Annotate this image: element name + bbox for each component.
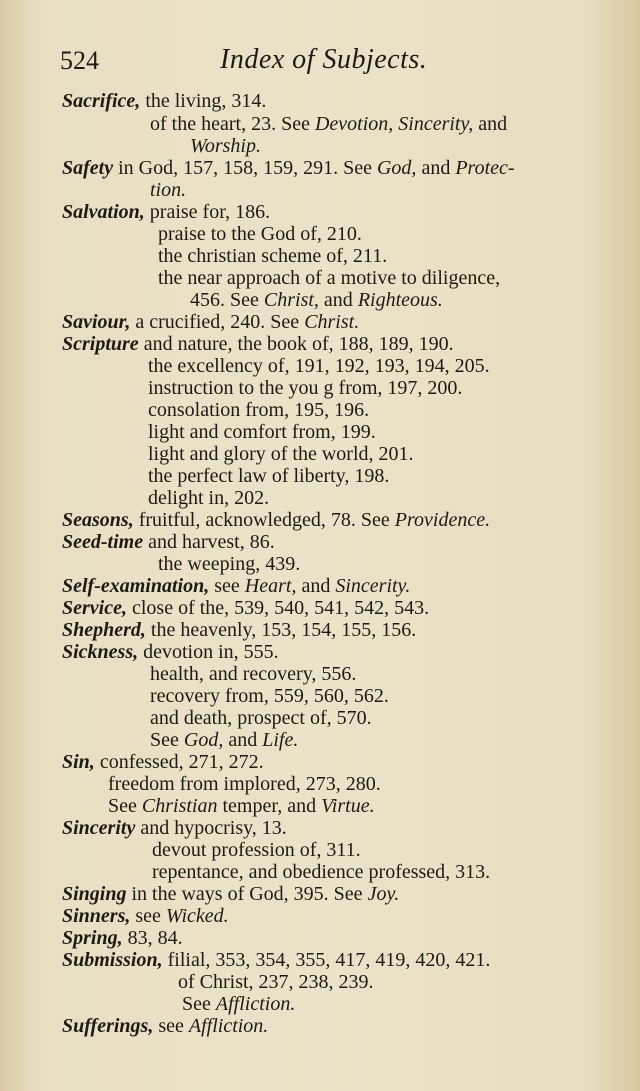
entry-text: devout profession of, 311.: [152, 839, 361, 861]
index-continuation: [148, 487, 269, 509]
index-keyword: Spring,: [62, 927, 123, 949]
entry-text: devotion in, 555.: [138, 641, 279, 663]
entry-text: See: [150, 729, 184, 751]
index-keyword: Sacrifice,: [62, 90, 141, 112]
entry-text: health, and recovery, 556.: [150, 663, 357, 685]
index-continuation: [158, 267, 500, 289]
index-entry: [62, 157, 515, 179]
entry-text: the christian scheme of, 211.: [158, 245, 388, 267]
index-keyword: Submission,: [62, 949, 163, 971]
index-keyword: Sinners,: [62, 905, 131, 927]
index-keyword: Sufferings,: [62, 1015, 154, 1037]
index-entry: [62, 597, 429, 619]
entry-text: consolation from, 195, 196.: [148, 399, 370, 421]
index-entry: [62, 575, 410, 597]
index-entry: [62, 311, 359, 333]
index-continuation: [158, 245, 387, 267]
entry-text: the heavenly, 153, 154, 155, 156.: [145, 619, 417, 641]
entry-text: close of the, 539, 540, 541, 542, 543.: [126, 597, 430, 619]
cross-reference: God,: [376, 157, 417, 179]
index-keyword: Seasons,: [62, 509, 134, 531]
index-continuation: [150, 707, 372, 729]
index-keyword: Service,: [62, 597, 127, 619]
entry-text: See: [182, 993, 216, 1015]
index-continuation: [148, 421, 376, 443]
index-entry: [62, 201, 270, 223]
entry-text: the weeping, 439.: [158, 553, 301, 575]
entry-text: and: [223, 729, 263, 751]
cross-reference: Providence.: [394, 509, 491, 531]
index-continuation: [152, 861, 490, 883]
entry-text: and hypocrisy, 13.: [135, 817, 287, 839]
index-continuation: [182, 993, 295, 1015]
entry-text: instruction to the you g from, 197, 200.: [148, 377, 463, 399]
cross-reference: Heart,: [244, 575, 297, 597]
entry-text: fruitful, acknowledged, 78. See: [133, 509, 395, 531]
index-entry: [62, 905, 229, 927]
entry-text: the near approach of a motive to diligence,: [158, 267, 501, 289]
cross-reference: Christ.: [304, 311, 360, 333]
cross-reference: Protec-: [455, 157, 515, 179]
index-continuation: [152, 839, 361, 861]
index-continuation: [150, 729, 298, 751]
index-entry: [62, 927, 183, 949]
entry-text: and death, prospect of, 570.: [150, 707, 372, 729]
index-entry: [62, 641, 279, 663]
index-keyword: Scripture: [62, 333, 139, 355]
entry-text: the living, 314.: [140, 90, 267, 112]
index-entry: [62, 883, 399, 905]
index-continuation: [148, 399, 369, 421]
page-number: 524: [60, 46, 99, 75]
entry-text: light and glory of the world, 201.: [148, 443, 414, 465]
index-keyword: Safety: [62, 157, 114, 179]
entry-text: praise to the God of, 210.: [158, 223, 362, 245]
entry-text: of Christ, 237, 238, 239.: [178, 971, 374, 993]
entry-text: in the ways of God, 395. See: [126, 883, 368, 905]
index-continuation: [190, 289, 443, 311]
entry-text: and: [473, 113, 508, 135]
index-continuation: [150, 179, 186, 201]
index-continuation: [150, 113, 507, 135]
cross-reference: Wicked.: [165, 905, 229, 927]
cross-reference: Life.: [262, 729, 299, 751]
cross-reference: Sincerity.: [335, 575, 411, 597]
entry-text: the excellency of, 191, 192, 193, 194, 205.: [148, 355, 490, 377]
entry-text: and nature, the book of, 188, 189, 190.: [138, 333, 454, 355]
cross-reference: God,: [183, 729, 224, 751]
page-title: Index of Subjects.: [220, 44, 428, 75]
index-continuation: [108, 773, 381, 795]
index-keyword: Sin,: [62, 751, 95, 773]
index-continuation: [150, 663, 356, 685]
entry-text: and: [318, 289, 358, 311]
page-header: [0, 42, 640, 82]
index-continuation: [190, 135, 261, 157]
cross-reference: Joy.: [367, 883, 400, 905]
entry-text: repentance, and obedience professed, 313.: [152, 861, 491, 883]
entry-text: see: [209, 575, 245, 597]
index-keyword: Salvation,: [62, 201, 145, 223]
entry-text: 456. See: [190, 289, 264, 311]
index-keyword: Shepherd,: [62, 619, 146, 641]
index-entry: [62, 509, 490, 531]
index-entry: [62, 751, 264, 773]
entry-text: and harvest, 86.: [143, 531, 275, 553]
entry-text: of the heart, 23. See: [150, 113, 315, 135]
index-keyword: Singing: [62, 883, 127, 905]
index-entry: [62, 1015, 268, 1037]
index-continuation: [150, 685, 389, 707]
entry-text: a crucified, 240. See: [130, 311, 305, 333]
index-continuation: [178, 971, 374, 993]
entry-text: freedom from implored, 273, 280.: [108, 773, 381, 795]
index-continuation: [158, 223, 362, 245]
entry-text: recovery from, 559, 560, 562.: [150, 685, 389, 707]
cross-reference: Affliction.: [188, 1015, 269, 1037]
entry-text: temper, and: [217, 795, 322, 817]
index-continuation: [108, 795, 375, 817]
cross-reference: Worship.: [190, 135, 261, 157]
entry-text: confessed, 271, 272.: [94, 751, 264, 773]
cross-reference: Righteous.: [357, 289, 443, 311]
index-entry: [62, 817, 287, 839]
cross-reference: Christ,: [263, 289, 319, 311]
entry-text: in God, 157, 158, 159, 291. See: [113, 157, 377, 179]
index-entry: [62, 949, 490, 971]
index-keyword: Sickness,: [62, 641, 139, 663]
index-entry: [62, 333, 454, 355]
index-continuation: [158, 553, 300, 575]
cross-reference: Devotion,: [314, 113, 394, 135]
entry-text: delight in, 202.: [148, 487, 270, 509]
cross-reference: tion.: [150, 179, 187, 201]
index-continuation: [148, 377, 462, 399]
entry-text: 83, 84.: [122, 927, 183, 949]
entry-text: see: [153, 1015, 189, 1037]
entry-text: the perfect law of liberty, 198.: [148, 465, 390, 487]
entry-text: and: [416, 157, 456, 179]
entry-text: filial, 353, 354, 355, 417, 419, 420, 421.: [162, 949, 491, 971]
index-keyword: Saviour,: [62, 311, 131, 333]
entry-text: light and comfort from, 199.: [148, 421, 376, 443]
entry-text: and: [296, 575, 336, 597]
cross-reference: Christian: [141, 795, 218, 817]
index-continuation: [148, 355, 490, 377]
index-entry: [62, 619, 416, 641]
index-continuation: [148, 465, 389, 487]
index-keyword: Seed-time: [62, 531, 144, 553]
entry-text: praise for, 186.: [144, 201, 271, 223]
index-keyword: Sincerity: [62, 817, 136, 839]
index-keyword: Self-examination,: [62, 575, 210, 597]
cross-reference: Sincerity,: [398, 113, 474, 135]
index-continuation: [148, 443, 414, 465]
cross-reference: Virtue.: [321, 795, 375, 817]
index-entry: [62, 90, 266, 112]
index-entry: [62, 531, 275, 553]
entry-text: See: [108, 795, 142, 817]
entry-text: see: [130, 905, 166, 927]
cross-reference: Affliction.: [215, 993, 296, 1015]
